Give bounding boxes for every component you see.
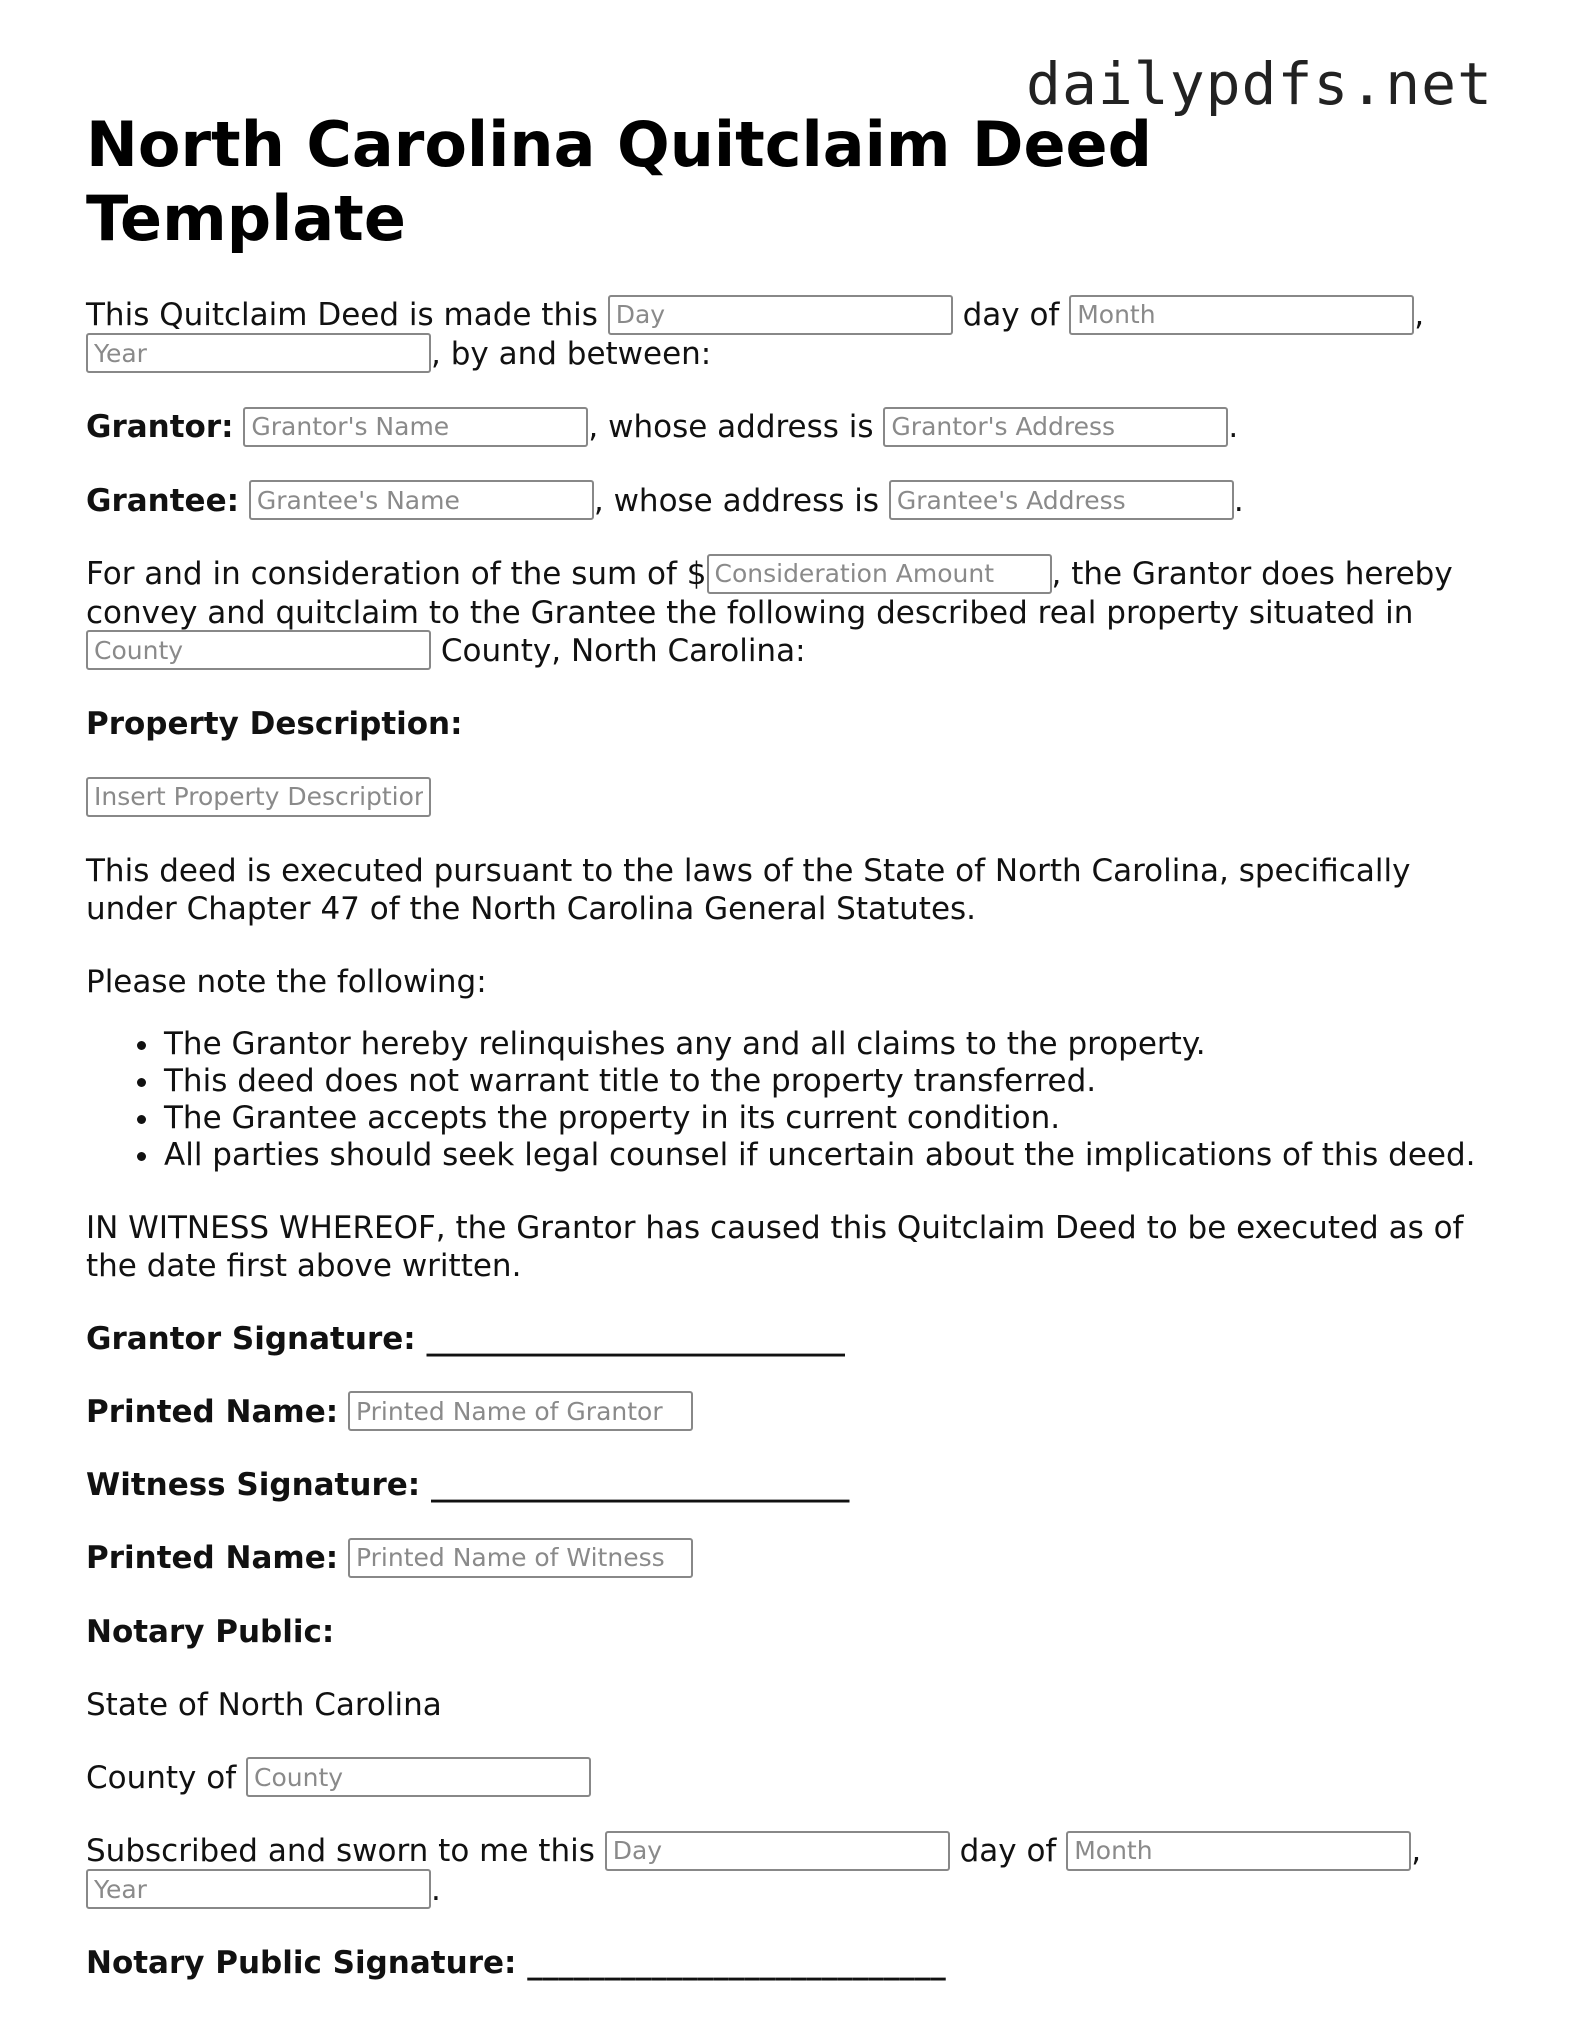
list-item: • This deed does not warrant title to the property transferred. — [162, 1063, 1486, 1100]
grantee-line — [86, 482, 1486, 521]
grantee-label: Grantee: — [86, 482, 239, 519]
grantor-end: . — [1228, 409, 1239, 445]
witness-signature-label: Witness Signature: — [86, 1467, 421, 1503]
sworn-text-3: , — [1411, 1833, 1422, 1869]
sworn-text-2: day of — [959, 1833, 1057, 1869]
page-title: North Carolina Quitclaim Deed Template — [86, 108, 1152, 255]
consideration-text-2: , the Grantor does hereby convey and quitclaim to the Grantee the following described real property situated in — [86, 556, 1453, 631]
grantee-address-field[interactable] — [889, 480, 1234, 520]
consideration-text-3: County, North Carolina: — [440, 632, 806, 669]
intro-text-1: This Quitclaim Deed is made this — [86, 297, 598, 333]
grantor-address-text: , whose address is — [588, 409, 874, 445]
list-item: • All parties should seek legal counsel if uncertain about the implications of this deed. — [162, 1137, 1486, 1174]
grantor-signature-line[interactable]: ___________________________ — [426, 1320, 845, 1357]
witness-printed-name-field[interactable] — [348, 1538, 693, 1578]
notary-signature-label: Notary Public Signature: — [86, 1945, 517, 1981]
intro-text-2: day of — [962, 297, 1060, 333]
grantor-printed-label: Printed Name: — [86, 1393, 339, 1430]
witness-printed-label: Printed Name: — [86, 1540, 339, 1576]
notary-county-row — [86, 1759, 1486, 1798]
notary-sworn-paragraph — [86, 1832, 1486, 1909]
grantor-signature-row — [86, 1320, 1486, 1358]
intro-paragraph — [86, 296, 1486, 373]
notary-year-field[interactable] — [86, 1869, 431, 1909]
grantee-name-field[interactable] — [249, 480, 594, 520]
grantor-printed-name-field[interactable] — [348, 1391, 693, 1431]
grantor-signature-label: Grantor Signature: — [86, 1320, 416, 1357]
law-paragraph: This deed is executed pursuant to the laws of the State of North Carolina, specifically under Chapter 47 of the North Carolina General Statutes. — [86, 852, 1411, 927]
list-item: • The Grantee accepts the property in its current condition. — [162, 1100, 1486, 1137]
grantor-printed-row — [86, 1393, 1486, 1432]
witness-signature-row — [86, 1466, 1486, 1504]
witness-signature-line[interactable]: ___________________________ — [430, 1467, 850, 1503]
grantor-line — [86, 408, 1486, 447]
intro-text-3: , — [1414, 297, 1425, 333]
notary-county-label: County of — [86, 1759, 237, 1796]
property-heading: Property Description: — [86, 706, 463, 742]
property-description-field[interactable] — [86, 777, 431, 817]
notary-day-field[interactable] — [605, 1831, 950, 1871]
grantor-address-field[interactable] — [883, 407, 1228, 447]
intro-month-field[interactable] — [1069, 295, 1414, 335]
grantor-label: Grantor: — [86, 409, 234, 445]
grantee-end: . — [1233, 482, 1244, 519]
list-item: • The Grantor hereby relinquishes any and all claims to the property. — [162, 1026, 1486, 1063]
notary-county-field[interactable] — [246, 1757, 591, 1797]
witness-printed-row — [86, 1539, 1486, 1578]
notary-signature-line[interactable]: ___________________________ — [527, 1945, 946, 1981]
property-county-field[interactable] — [86, 630, 431, 670]
consideration-amount-field[interactable] — [707, 554, 1052, 594]
grantor-name-field[interactable] — [243, 407, 588, 447]
notes-list — [86, 1026, 1486, 1174]
intro-year-field[interactable] — [86, 333, 431, 373]
sworn-text-1: Subscribed and sworn to me this — [86, 1833, 595, 1869]
consideration-text-1: For and in consideration of the sum of $ — [86, 556, 707, 592]
consideration-paragraph — [86, 555, 1476, 670]
intro-text-4: , by and between: — [431, 335, 712, 372]
intro-day-field[interactable] — [608, 295, 953, 335]
note-heading: Please note the following: — [86, 963, 487, 1000]
property-description-row — [86, 778, 1486, 817]
watermark: dailypdfs.net — [1026, 50, 1493, 118]
document-page — [86, 108, 1486, 1982]
notary-signature-row — [86, 1944, 1486, 1982]
witness-paragraph: IN WITNESS WHEREOF, the Grantor has caused this Quitclaim Deed to be executed as of the date first above written. — [86, 1209, 1464, 1284]
notary-heading: Notary Public: — [86, 1613, 335, 1650]
notary-state: State of North Carolina — [86, 1686, 442, 1723]
sworn-end: . — [431, 1871, 441, 1908]
notary-month-field[interactable] — [1066, 1831, 1411, 1871]
grantee-address-text: , whose address is — [593, 482, 880, 519]
